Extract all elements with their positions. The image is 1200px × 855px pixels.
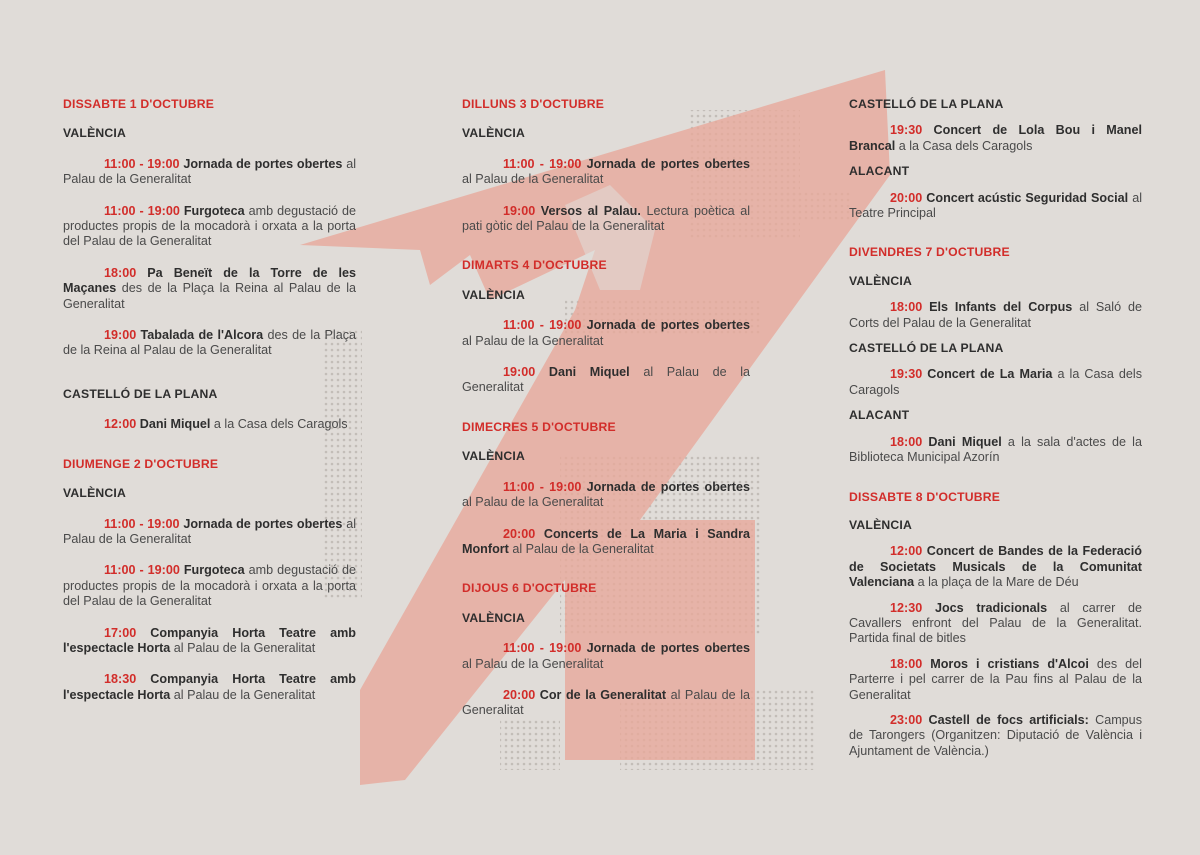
event-title: Jornada de portes obertes <box>586 156 750 171</box>
event-time: 11:00 - 19:00 <box>503 479 582 494</box>
event-time: 20:00 <box>503 687 536 702</box>
event-title: Concert de Lola Bou i Manel Brancal <box>849 123 1142 153</box>
date-heading: DIMECRES 5 D'OCTUBRE <box>462 419 616 434</box>
event-time: 19:00 <box>503 365 536 380</box>
city-heading: VALÈNCIA <box>63 126 126 141</box>
event-item <box>462 641 750 672</box>
event-time: 23:00 <box>890 712 923 727</box>
city-block <box>462 288 750 396</box>
event-details: a la plaça de la Mare de Déu <box>917 575 1079 590</box>
event-title: Jornada de portes obertes <box>183 516 343 531</box>
event-item <box>462 157 750 188</box>
day-section <box>849 245 1142 465</box>
event-time: 18:00 <box>890 434 923 449</box>
city-heading: CASTELLÓ DE LA PLANA <box>849 97 1004 111</box>
event-title: Companyia Horta Teatre amb l'espectacle Horta <box>63 625 356 655</box>
event-time: 18:30 <box>104 672 137 687</box>
event-title: Dani Miquel <box>928 434 1002 449</box>
event-time: 17:00 <box>104 625 137 640</box>
event-item <box>462 480 750 511</box>
event-details: Campus de Tarongers (Organitzen: Diputació de València i Ajuntament de València.) <box>849 712 1142 758</box>
event-item <box>63 328 356 359</box>
event-time: 18:00 <box>104 265 137 280</box>
event-details: al Palau de la Generalitat <box>173 640 316 655</box>
city-block <box>462 449 750 557</box>
event-time: 11:00 - 19:00 <box>104 156 180 171</box>
event-details: al Palau de la Generalitat <box>462 172 604 187</box>
event-details: des del Parterre i pel carrer de la Pau fins al Palau de la Generalitat <box>849 656 1142 702</box>
city-heading: ALACANT <box>849 408 910 423</box>
event-details: a la Casa dels Caragols <box>849 367 1143 397</box>
event-item <box>462 365 750 396</box>
city-heading: CASTELLÓ DE LA PLANA <box>849 341 1004 356</box>
event-time: 18:00 <box>890 656 923 671</box>
event-item <box>849 191 1142 222</box>
event-time: 18:00 <box>890 300 923 315</box>
event-time: 11:00 - 19:00 <box>104 203 180 218</box>
date-heading: DISSABTE 8 D'OCTUBRE <box>849 489 1001 504</box>
event-details: al Palau de la Generalitat <box>173 687 316 702</box>
event-details: al Palau de la Generalitat <box>512 541 654 556</box>
event-details: Lectura poètica al pati gòtic del Palau de la Generalitat <box>462 203 750 234</box>
event-title: Concert acústic Seguridad Social <box>926 190 1129 205</box>
event-item <box>849 300 1142 331</box>
event-details: a la sala d'actes de la Biblioteca Municipal Azorín <box>849 434 1142 465</box>
city-block <box>849 518 1142 759</box>
event-title: Jornada de portes obertes <box>586 318 750 333</box>
event-details: al Palau de la Generalitat <box>63 516 357 546</box>
event-title: Jornada de portes obertes <box>183 156 343 171</box>
event-title: Jornada de portes obertes <box>586 479 750 494</box>
event-item <box>462 318 750 349</box>
event-item <box>63 266 356 312</box>
event-details: al carrer de Cavallers enfront del Palau de la Generalitat. Partida final de bitles <box>849 600 1143 646</box>
city-heading: VALÈNCIA <box>849 517 912 532</box>
event-title: Furgoteca <box>183 563 245 578</box>
event-time: 20:00 <box>503 526 536 541</box>
city-block <box>849 164 1142 221</box>
event-time: 11:00 - 19:00 <box>503 641 582 656</box>
event-time: 11:00 - 19:00 <box>503 318 582 333</box>
event-details: a la Casa dels Caragols <box>213 417 348 432</box>
event-details: al Teatre Principal <box>849 190 1142 221</box>
day-section <box>849 490 1142 760</box>
event-item <box>462 204 750 235</box>
event-item <box>63 417 356 432</box>
date-heading: DIVENDRES 7 D'OCTUBRE <box>849 245 1010 260</box>
day-section <box>63 97 356 433</box>
city-heading: CASTELLÓ DE LA PLANA <box>63 386 218 401</box>
event-details: al Saló de Corts del Palau de la Generalitat <box>849 300 1143 330</box>
city-block <box>63 486 356 703</box>
city-block <box>849 97 1142 154</box>
day-section <box>462 258 750 395</box>
event-item <box>462 688 750 719</box>
event-title: Furgoteca <box>183 203 245 218</box>
event-time: 11:00 - 19:00 <box>104 563 180 578</box>
event-item <box>63 157 356 188</box>
event-title: Companyia Horta Teatre amb l'espectacle Horta <box>63 672 356 702</box>
event-details: amb degustació de productes propis de la mocadorà i orxata a la porta del Palau de la Generalitat <box>63 563 357 609</box>
city-heading: VALÈNCIA <box>462 126 525 141</box>
city-heading: ALACANT <box>849 164 910 179</box>
event-item <box>63 204 356 250</box>
event-title: Tabalada de l'Alcora <box>140 328 264 343</box>
event-time: 11:00 - 19:00 <box>104 516 180 531</box>
event-title: Els Infants del Corpus <box>929 300 1073 315</box>
event-details: al Palau de la Generalitat <box>63 156 357 187</box>
event-title: Castell de focs artificials: <box>928 712 1089 727</box>
date-heading: DIMARTS 4 D'OCTUBRE <box>462 258 607 273</box>
programme-column-1 <box>63 97 356 719</box>
event-item <box>63 626 356 657</box>
event-time: 19:00 <box>104 328 137 343</box>
city-heading: VALÈNCIA <box>849 273 912 288</box>
event-time: 12:00 <box>890 544 923 559</box>
event-item <box>63 563 356 609</box>
event-details: al Palau de la Generalitat <box>462 495 604 510</box>
event-title: Cor de la Generalitat <box>539 687 667 702</box>
event-details: des de la Plaça la Reina al Palau de la Generalitat <box>63 281 357 311</box>
event-item <box>849 657 1142 703</box>
day-section <box>849 97 1142 221</box>
programme-column-2 <box>462 97 750 735</box>
event-item <box>63 517 356 548</box>
event-time: 19:00 <box>503 203 536 218</box>
event-title: Concert de Bandes de la Federació de Societats Musicals de la Comunitat Valenciana <box>849 544 1143 590</box>
event-details: al Palau de la Generalitat <box>462 656 604 671</box>
event-title: Moros i cristians d'Alcoi <box>930 656 1089 671</box>
event-item <box>849 367 1142 398</box>
city-heading: VALÈNCIA <box>462 449 525 464</box>
event-title: Concert de La Maria <box>927 367 1053 382</box>
event-time: 11:00 - 19:00 <box>503 156 582 171</box>
programme-column-3 <box>849 97 1142 769</box>
event-details: des de la Plaça de la Reina al Palau de la Generalitat <box>63 328 357 358</box>
event-title: Jocs tradicionals <box>934 600 1048 615</box>
day-section <box>462 420 750 557</box>
date-heading: DISSABTE 1 D'OCTUBRE <box>63 97 215 111</box>
event-title: Jornada de portes obertes <box>586 641 750 656</box>
event-item <box>462 527 750 558</box>
event-item <box>849 601 1142 647</box>
event-title: Dani Miquel <box>548 365 630 380</box>
city-block <box>63 126 356 358</box>
event-details: amb degustació de productes propis de la mocadorà i orxata a la porta del Palau de la Generalitat <box>63 203 357 249</box>
day-section <box>462 97 750 234</box>
day-section <box>462 581 750 718</box>
date-heading: DIUMENGE 2 D'OCTUBRE <box>63 456 219 471</box>
event-time: 20:00 <box>890 190 923 205</box>
event-details: a la Casa dels Caragols <box>898 138 1033 153</box>
event-item <box>849 713 1142 759</box>
city-block <box>462 611 750 719</box>
date-heading: DIJOUS 6 D'OCTUBRE <box>462 581 597 596</box>
event-item <box>63 672 356 703</box>
event-item <box>849 544 1142 590</box>
event-details: al Palau de la Generalitat <box>462 365 751 395</box>
city-heading: VALÈNCIA <box>462 610 525 625</box>
event-title: Dani Miquel <box>139 417 211 432</box>
event-time: 12:30 <box>890 600 923 615</box>
city-heading: VALÈNCIA <box>462 287 525 302</box>
event-title: Versos al Palau. <box>540 203 641 218</box>
city-heading: VALÈNCIA <box>63 486 126 501</box>
event-time: 19:30 <box>890 367 923 382</box>
event-details: al Palau de la Generalitat <box>462 687 751 718</box>
event-item <box>849 123 1142 154</box>
event-item <box>849 435 1142 466</box>
event-time: 12:00 <box>104 417 137 432</box>
day-section <box>63 457 356 703</box>
city-block <box>462 126 750 234</box>
city-block <box>849 341 1142 398</box>
city-block <box>849 274 1142 331</box>
city-block <box>849 408 1142 465</box>
city-block <box>63 387 356 433</box>
event-time: 19:30 <box>890 123 923 138</box>
date-heading: DILLUNS 3 D'OCTUBRE <box>462 97 605 111</box>
event-title: Pa Beneït de la Torre de les Maçanes <box>63 265 357 296</box>
event-details: al Palau de la Generalitat <box>462 333 604 348</box>
event-title: Concerts de La Maria i Sandra Monfort <box>462 526 750 556</box>
